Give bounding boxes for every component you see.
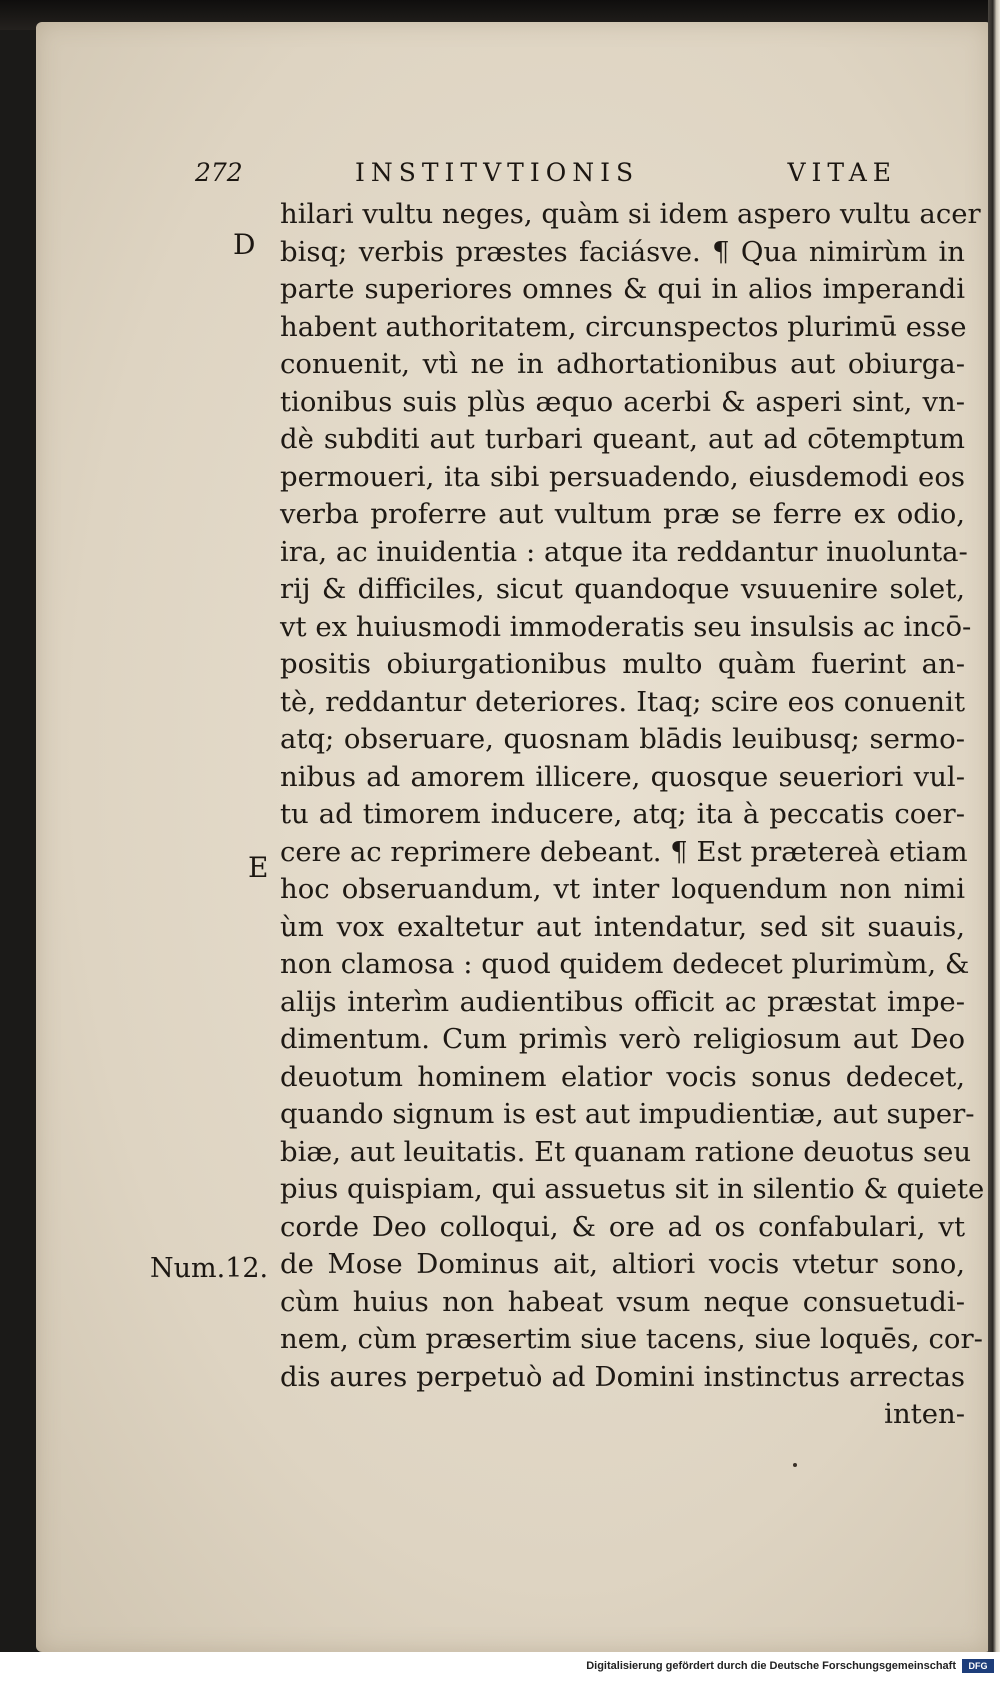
text-line: dis aures perpetuò ad Domini instinctus arrectas bbox=[280, 1360, 965, 1393]
text-line: corde Deo colloqui, & ore ad os confabulari, vt bbox=[280, 1210, 965, 1243]
running-head-vitae: VITAE bbox=[787, 158, 897, 187]
text-line: pius quispiam, qui assuetus sit in silentio & quiete bbox=[280, 1173, 985, 1205]
text-line: inten- bbox=[884, 1398, 965, 1430]
text-line: dimentum. Cum primìs verò religiosum aut Deo bbox=[280, 1023, 965, 1055]
text-line: cùm huius non habeat vsum neque consuetudi- bbox=[280, 1285, 965, 1318]
text-line: non clamosa : quod quidem dedecet plurimùm, & bbox=[280, 948, 970, 980]
text-line: vt ex huiusmodi immoderatis seu insulsis ac incō- bbox=[280, 610, 972, 643]
running-head-title: INSTITVTIONIS bbox=[355, 158, 640, 187]
text-line: nem, cùm præsertim siue tacens, siue loquēs, cor- bbox=[280, 1323, 983, 1355]
text-line: biæ, aut leuitatis. Et quanam ratione deuotus seu bbox=[280, 1135, 972, 1168]
page-edge bbox=[988, 0, 1000, 1682]
margin-letter-d: D bbox=[233, 228, 256, 261]
text-line: atq; obseruare, quosnam blādis leuibusq; sermo- bbox=[280, 723, 965, 755]
text-line: ira, ac inuidentia : atque ita reddantur inuolunta- bbox=[280, 535, 968, 568]
text-line: hoc obseruandum, vt inter loquendum non nimi bbox=[280, 873, 965, 905]
text-line: hilari vultu neges, quàm si idem aspero vultu acer bbox=[280, 198, 981, 230]
text-line: de Mose Dominus ait, altiori vocis vtetur sono, bbox=[280, 1248, 965, 1280]
running-head bbox=[195, 158, 905, 188]
text-line: dè subditi aut turbari queant, aut ad cōtemptum bbox=[280, 423, 965, 455]
page-number: 272 bbox=[195, 158, 243, 187]
text-line: cere ac reprimere debeant. ¶ Est prætereà etiam bbox=[280, 835, 968, 868]
ink-speck bbox=[793, 1463, 797, 1467]
text-line: alijs interìm audientibus officit ac præstat impe- bbox=[280, 985, 965, 1018]
text-line: bisq; verbis præstes faciásve. ¶ Qua nimirùm in bbox=[280, 235, 965, 268]
text-line: conuenit, vtì ne in adhortationibus aut obiurga- bbox=[280, 348, 965, 380]
text-line: ùm vox exaltetur aut intendatur, sed sit suauis, bbox=[280, 910, 965, 943]
text-line: quando signum is est aut impudientiæ, aut super- bbox=[280, 1098, 975, 1130]
text-line: deuotum hominem elatior vocis sonus dedecet, bbox=[280, 1060, 965, 1093]
text-line: parte superiores omnes & qui in alios imperandi bbox=[280, 273, 965, 305]
funding-credit: Digitalisierung gefördert durch die Deutsche Forschungsgemeinschaft bbox=[586, 1660, 956, 1672]
margin-citation: Num.12. bbox=[150, 1253, 269, 1284]
text-line: tu ad timorem inducere, atq; ita à peccatis coer- bbox=[280, 798, 965, 830]
text-line: habent authoritatem, circunspectos plurimū esse bbox=[280, 310, 967, 343]
text-line: tionibus suis plùs æquo acerbi & asperi sint, vn- bbox=[280, 385, 965, 418]
text-line: nibus ad amorem illicere, quosque seueriori vul- bbox=[280, 760, 965, 793]
text-line: rij & difficiles, sicut quandoque vsuuenire solet, bbox=[280, 573, 965, 605]
text-line: verba proferre aut vultum præ se ferre ex odio, bbox=[280, 498, 965, 530]
text-line: positis obiurgationibus multo quàm fuerint an- bbox=[280, 648, 965, 680]
text-line: permoueri, ita sibi persuadendo, eiusdemodi eos bbox=[280, 460, 965, 493]
dfg-logo: DFG bbox=[962, 1659, 994, 1673]
margin-letter-e: E bbox=[248, 851, 269, 884]
body-text bbox=[280, 196, 985, 1434]
text-line: tè, reddantur deteriores. Itaq; scire eos conuenit bbox=[280, 685, 965, 718]
